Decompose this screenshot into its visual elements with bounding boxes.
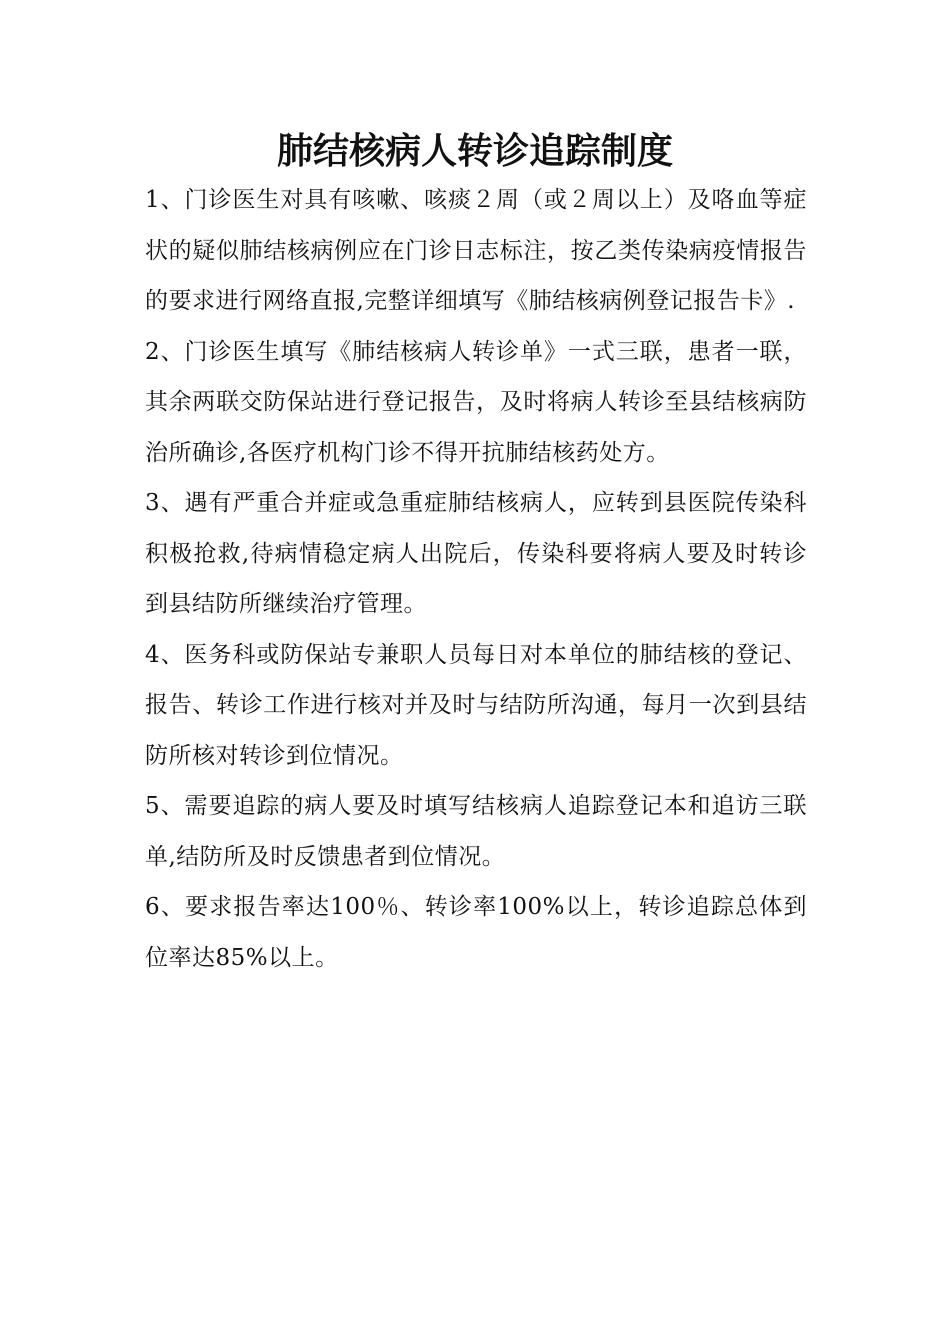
- paragraph-1: 1、门诊医生对具有咳嗽、咳痰２周（或２周以上）及咯血等症状的疑似肺结核病例应在门诊日志标注，按乙类传染病疫情报告的要求进行网络直报,完整详细填写《肺结核病例登记报告卡》.: [145, 187, 807, 314]
- document-title: 肺结核病人转诊追踪制度: [276, 131, 673, 172]
- paragraph-3: 3、遇有严重合并症或急重症肺结核病人，应转到县医院传染科积极抢救,待病情稳定病人出院后，传染科要将病人要及时转诊到县结防所继续治疗管理。: [145, 490, 807, 617]
- paragraph-2: 2、门诊医生填写《肺结核病人转诊单》一式三联，患者一联，其余两联交防保站进行登记报告，及时将病人转诊至县结核病防治所确诊,各医疗机构门诊不得开抗肺结核药处方。: [145, 338, 807, 466]
- paragraph-4: 4、医务科或防保站专兼职人员每日对本单位的肺结核的登记、报告、转诊工作进行核对并及时与结防所沟通，每月一次到县结防所核对转诊到位情况。: [145, 641, 807, 769]
- document-body: [145, 175, 807, 983]
- paragraph-6: 6、要求报告率达100％、转诊率100%以上，转诊追踪总体到位率达85%以上。: [145, 894, 807, 971]
- paragraph-5: 5、需要追踪的病人要及时填写结核病人追踪登记本和追访三联单,结防所及时反馈患者到位情况。: [145, 793, 807, 870]
